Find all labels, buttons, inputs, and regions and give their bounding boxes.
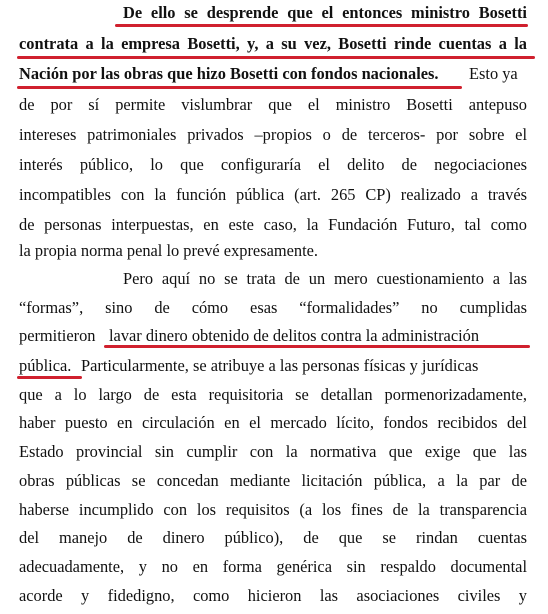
paragraph-1-line-4: de por sí permite vislumbrar que el ministro Bosetti antepuso — [19, 95, 527, 114]
paragraph-1-line-3-bold: Nación por las obras que hizo Bosetti con fondos nacionales. — [19, 64, 439, 83]
paragraph-1-line-7: incompatibles con la función pública (art. 265 CP) realizado a través — [19, 185, 527, 204]
paragraph-2-line-3-start: permitieron — [19, 326, 96, 345]
paragraph-2-line-2: “formas”, sino de cómo esas “formalidades” no cumplidas — [19, 298, 527, 317]
highlight-underline-5 — [17, 376, 82, 379]
paragraph-1-line-6: interés público, lo que configuraría el delito de negociaciones — [19, 155, 527, 174]
paragraph-2-line-3 — [19, 325, 527, 347]
paragraph-2-line-7: Estado provincial sin cumplir con la normativa que exige que las — [19, 442, 527, 461]
paragraph-2-line-5: que a lo largo de esta requisitoria se detallan pormenorizadamente, — [19, 385, 527, 404]
paragraph-2-line-11: adecuadamente, y no en forma genérica sin respaldo documental — [19, 557, 527, 576]
paragraph-2-line-4-underlined: pública. — [19, 356, 72, 375]
highlight-underline-1 — [115, 24, 528, 27]
paragraph-1-line-2: contrata a la empresa Bosetti, y, a su vez, Bosetti rinde cuentas a la — [19, 34, 527, 53]
paragraph-2-line-4 — [19, 355, 527, 377]
paragraph-1-line-5: intereses patrimoniales privados –propios o de terceros- por sobre el — [19, 125, 527, 144]
highlight-underline-3 — [17, 86, 462, 89]
paragraph-2-line-9: haberse incumplido con los requisitos (a los fines de la transparencia — [19, 500, 527, 519]
paragraph-1-line-1: De ello se desprende que el entonces ministro Bosetti — [123, 3, 527, 22]
paragraph-1-line-8: de personas interpuestas, en este caso, la Fundación Futuro, tal como — [19, 215, 527, 234]
paragraph-1-line-9: la propia norma penal lo prevé expresamente. — [19, 241, 319, 260]
paragraph-2-line-8: obras públicas se concedan mediante licitación pública, a la par de — [19, 471, 527, 490]
highlight-underline-2 — [17, 56, 535, 59]
paragraph-1-line-3-rest: Esto ya — [469, 64, 518, 83]
paragraph-2-line-12: acorde y fidedigno, como hicieron las asociaciones civiles y — [19, 586, 527, 605]
paragraph-1-line-3 — [19, 63, 527, 85]
paragraph-2-line-4-rest: Particularmente, se atribuye a las personas físicas y jurídicas — [81, 356, 479, 375]
paragraph-2-line-10: del manejo de dinero público), de que se rindan cuentas — [19, 528, 527, 547]
highlight-underline-4 — [104, 345, 530, 348]
paragraph-2-line-1: Pero aquí no se trata de un mero cuestionamiento a las — [123, 269, 527, 288]
paragraph-2-line-3-underlined: lavar dinero obtenido de delitos contra la administración — [109, 326, 480, 345]
paragraph-2-line-6: haber puesto en circulación en el mercado lícito, fondos recibidos del — [19, 413, 527, 432]
